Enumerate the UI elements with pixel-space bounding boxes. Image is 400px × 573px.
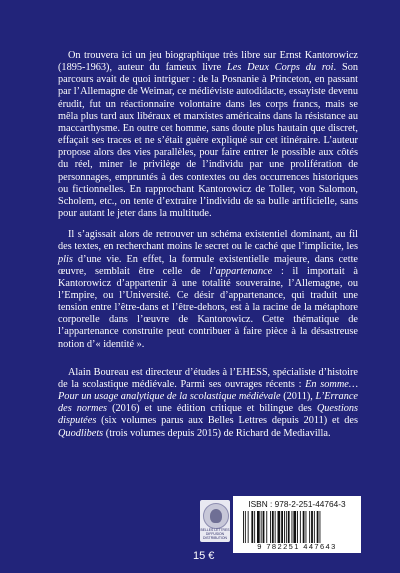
isbn-label: ISBN : 978-2-251-44764-3 [248, 499, 346, 509]
italic-title: Questions disputées [58, 403, 359, 427]
price: 15 € [193, 550, 215, 562]
italic-title: L’Errance des normes [58, 391, 358, 415]
italic-title: En somme… Pour un usage analytique de la scolastique médiévale [58, 378, 358, 403]
blurb [58, 50, 358, 440]
barcode-block [233, 496, 361, 553]
barcode-digits: 9 782251 447643 [257, 542, 337, 551]
author-bio: Alain Boureau est directeur d’études à l’EHESS, spécialiste d’histoire de la scolastique médiévale. Parmi ses ouvrages récents : En somme… Pour un usage analytique de la scolastique médiévale (2011), L’Errance des normes (2016) et une édition critique et bilingue des Questions disputées (six volumes parus aux Belles Lettres depuis 2011) et des Quodlibets (trois volumes depuis 2015) de Richard de Mediavilla. [58, 366, 359, 439]
italic-title: plis [58, 253, 73, 265]
italic-title: l’appartenance [209, 265, 273, 277]
blurb-paragraph-2: Il s’agissait alors de retrouver un schéma existentiel dominant, au fil des textes, en recherchant moins le secret ou le caché que l’implicite, les plis d’une vie. En effet, la formule existentielle majeure, dans cette œuvre, semblait être celle de l’appartenance : il importait à Kantorowicz d’appartenir à une totalité souveraine, l’Allemagne, ou l’Empire, ou l’Université. Ce désir d’appartenance, qui traduit une tension entre l’être-dans et l’être-dehors, est à la racine de la métaphore corporelle dans l’œuvre de Kantorowicz. Cette thématique de l’appartenance construite peut contribuer à faire pièce à la désastreuse notion d’« identité ». [58, 229, 358, 350]
italic-title: Quodlibets [58, 427, 104, 439]
publisher-logo [200, 500, 230, 542]
publisher-logo-text: BELLES LETTRES DIFFUSION DISTRIBUTION [200, 528, 230, 540]
italic-title: Les Deux Corps du roi [227, 62, 334, 74]
barcode-icon [241, 511, 353, 543]
blurb-paragraph-1: On trouvera ici un jeu biographique très libre sur Ernst Kantorowicz (1895-1963), auteur du fameux livre Les Deux Corps du roi. Son parcours avait de quoi intriguer : de la Posnanie à Princeton, en passant par l’Allemagne de Weimar, ce médiéviste autodidacte, essayiste devenu érudit, fut un réactionnaire volontaire dans les corps francs, mais se mêla plus tard aux libéraux et marxistes américains dans la résistance au maccarthysme. En outre cet homme, sans doute plus hautain que discret, effaçait ses traces et ne s’était guère expliqué sur cet itinéraire. L’auteur propose alors des vies parallèles, pour faire entrer le possible aux côtés du réel, miner le privilège de l’individu par une prolifération de personnages, empruntés à des contextes ou des occurrences historiques ou fictionnelles. En rapprochant Kantorowicz de Toller, von Salomon, Scholem, etc., on tente d’extraire l’individu de sa bulle artificielle, sans pour autant le jeter dans la multitude. [58, 50, 358, 220]
publisher-emblem-icon [203, 503, 229, 529]
